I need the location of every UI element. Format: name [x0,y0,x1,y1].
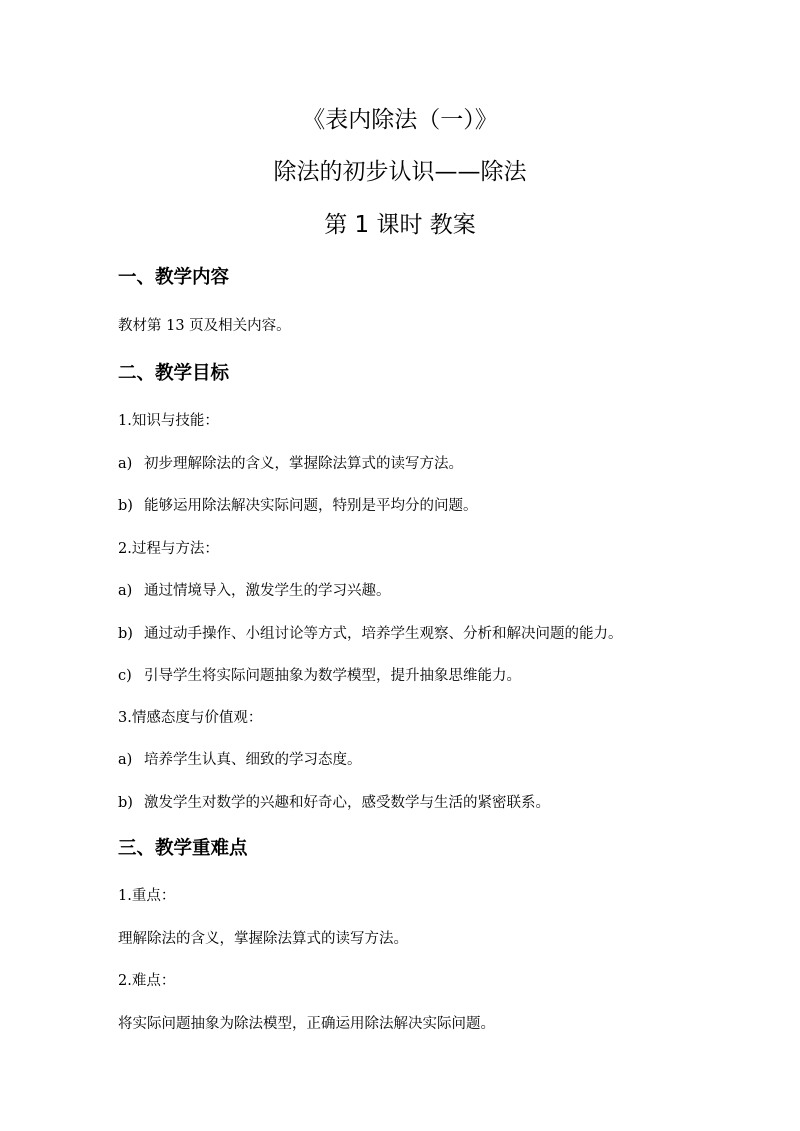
document-title: 《表内除法（一）》 [302,107,498,133]
list-marker: a) [118,752,133,768]
list-marker: b) [118,498,133,514]
list-item [118,793,550,813]
objective-group-label: 3.情感态度与价值观： [118,710,263,726]
difficulty-label: 2.难点： [118,973,176,989]
lesson-title: 第 1 课时 教案 [324,212,476,238]
list-item-text: 培养学生认真、细致的学习态度。 [144,752,362,768]
key-point-text: 理解除法的含义，掌握除法算式的读写方法。 [118,931,408,947]
document-subtitle: 除法的初步认识——除法 [273,159,527,185]
list-item [118,581,391,601]
list-item-text: 通过动手操作、小组讨论等方式，培养学生观察、分析和解决问题的能力。 [144,626,623,642]
list-item-text: 通过情境导入，激发学生的学习兴趣。 [144,583,391,599]
list-item [118,624,623,644]
objective-group-label: 2.过程与方法： [118,541,219,557]
key-point-label: 1.重点： [118,888,176,904]
content-text: 教材第 13 页及相关内容。 [118,318,291,334]
list-marker: c) [118,668,132,684]
difficulty-text: 将实际问题抽象为除法模型，正确运用除法解决实际问题。 [118,1016,495,1032]
list-marker: a) [118,583,133,599]
list-marker: b) [118,795,133,811]
list-item-text: 激发学生对数学的兴趣和好奇心，感受数学与生活的紧密联系。 [144,795,550,811]
section-heading-key-points: 三、教学重难点 [118,838,248,859]
list-marker: b) [118,626,133,642]
list-item [118,454,463,474]
list-item-text: 初步理解除法的含义，掌握除法算式的读写方法。 [144,456,463,472]
list-item-text: 引导学生将实际问题抽象为数学模型，提升抽象思维能力。 [144,668,521,684]
objective-group-label: 1.知识与技能： [118,413,219,429]
list-item-text: 能够运用除法解决实际问题，特别是平均分的问题。 [144,498,478,514]
list-marker: a) [118,456,133,472]
list-item [118,666,521,686]
list-item [118,496,478,516]
list-item [118,750,362,770]
section-heading-content: 一、教学内容 [118,267,230,288]
section-heading-objectives: 二、教学目标 [118,363,230,384]
